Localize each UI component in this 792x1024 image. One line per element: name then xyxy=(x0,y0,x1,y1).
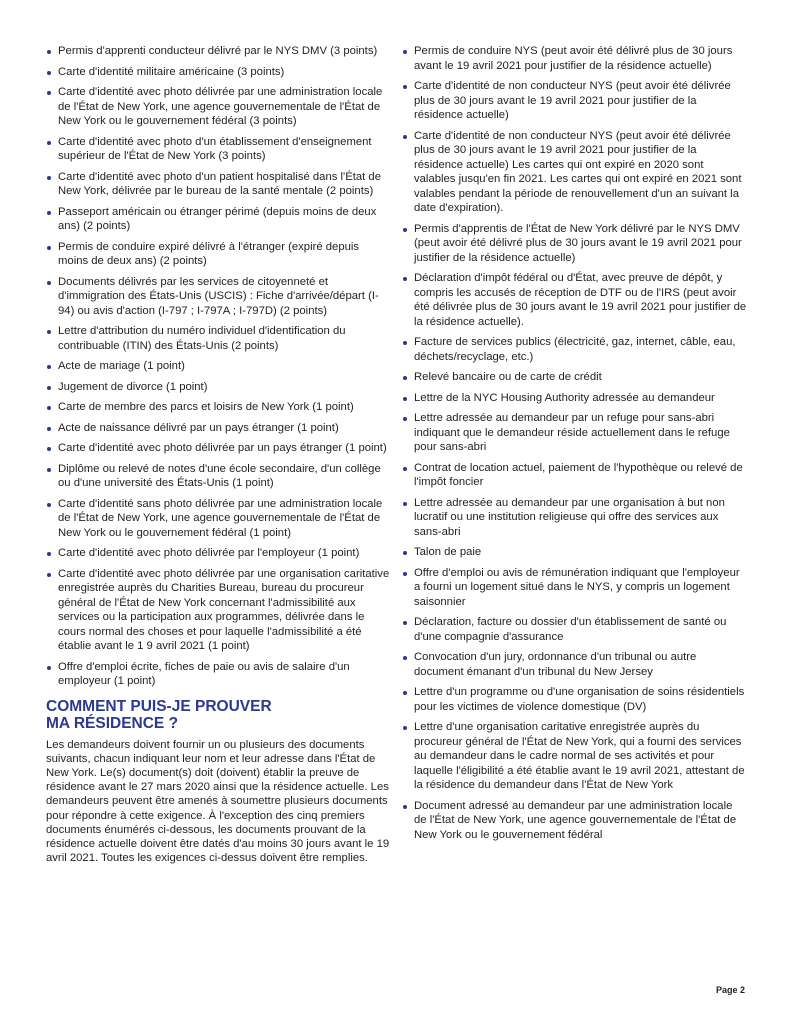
list-item: Convocation d'un jury, ordonnance d'un tribunal ou autre document émanant d'un tribunal du New Jersey xyxy=(402,650,748,679)
list-item: Diplôme ou relevé de notes d'une école secondaire, d'un collège ou d'une université des États-Unis (1 point) xyxy=(46,462,392,491)
list-item: Carte d'identité avec photo délivrée par un pays étranger (1 point) xyxy=(46,441,392,456)
list-item: Document adressé au demandeur par une administration locale de l'État de New York, une agence gouvernementale de l'État de New York ou le gouvernement fédéral xyxy=(402,799,748,843)
list-item: Lettre d'attribution du numéro individuel d'identification du contribuable (ITIN) des États-Unis (2 points) xyxy=(46,324,392,353)
list-item: Facture de services publics (électricité, gaz, internet, câble, eau, déchets/recyclage, etc.) xyxy=(402,335,748,364)
list-item: Lettre adressée au demandeur par une organisation à but non lucratif ou une institution religieuse qui offre des services aux sans-abri xyxy=(402,496,748,540)
list-item: Permis d'apprenti conducteur délivré par le NYS DMV (3 points) xyxy=(46,44,392,59)
residence-section-heading xyxy=(46,698,392,732)
page-number: Page 2 xyxy=(715,985,745,995)
list-item: Passeport américain ou étranger périmé (depuis moins de deux ans) (2 points) xyxy=(46,205,392,234)
heading-line: MA RÉSIDENCE ? xyxy=(46,714,179,732)
id-documents-list xyxy=(46,44,392,689)
list-item: Carte d'identité avec photo délivrée par une administration locale de l'État de New York, une agence gouvernementale de l'État de New York ou le gouvernement fédéral (3 points) xyxy=(46,85,392,129)
list-item: Carte d'identité avec photo délivrée par une organisation caritative enregistrée auprès du Charities Bureau, bureau du procureur général de l'État de New York concernant l'admissibilité aux services ou la participation aux programmes, délivrée dans le cours normal des choses et pour laquelle l'admissibilité a été établie avant le 1 9 avril 2021 (1 point) xyxy=(46,567,392,654)
list-item: Déclaration, facture ou dossier d'un établissement de santé ou d'une compagnie d'assurance xyxy=(402,615,748,644)
list-item: Carte d'identité avec photo d'un établissement d'enseignement supérieur de l'État de New York (3 points) xyxy=(46,135,392,164)
list-item: Documents délivrés par les services de citoyenneté et d'immigration des États-Unis (USCIS) : Fiche d'arrivée/départ (I-94) ou avis d'action (I-797 ; I-797A ; I-797D) (2 points) xyxy=(46,275,392,319)
list-item: Contrat de location actuel, paiement de l'hypothèque ou relevé de l'impôt foncier xyxy=(402,461,748,490)
list-item: Carte de membre des parcs et loisirs de New York (1 point) xyxy=(46,400,392,415)
list-item: Lettre d'un programme ou d'une organisation de soins résidentiels pour les victimes de violence domestique (DV) xyxy=(402,685,748,714)
list-item: Offre d'emploi ou avis de rémunération indiquant que l'employeur a fourni un logement situé dans le NYS, y compris un logement saisonnier xyxy=(402,566,748,610)
list-item: Permis de conduire expiré délivré à l'étranger (expiré depuis moins de deux ans) (2 points) xyxy=(46,240,392,269)
list-item: Acte de naissance délivré par un pays étranger (1 point) xyxy=(46,421,392,436)
list-item: Jugement de divorce (1 point) xyxy=(46,380,392,395)
list-item: Offre d'emploi écrite, fiches de paie ou avis de salaire d'un employeur (1 point) xyxy=(46,660,392,689)
list-item: Relevé bancaire ou de carte de crédit xyxy=(402,370,748,385)
right-column xyxy=(402,44,748,848)
list-item: Déclaration d'impôt fédéral ou d'État, avec preuve de dépôt, y compris les accusés de réception de DTF ou de l'IRS (peut avoir été délivrée plus de 30 jours avant le 19 avril 2021 pour justifier de la résidence actuelle). xyxy=(402,271,748,329)
list-item: Lettre de la NYC Housing Authority adressée au demandeur xyxy=(402,391,748,406)
residence-instructions-paragraph: Les demandeurs doivent fournir un ou plusieurs des documents suivants, chacun indiquant leur nom et leur adresse dans l'État de New York. Le(s) document(s) doit (doivent) établir la preuve de résidence avant le 27 mars 2020 ainsi que la résidence actuelle. Les demandeurs peuvent être amenés à soumettre plusieurs documents pour répondre à cette exigence. À l'exception des cinq premiers documents énumérés ci-dessous, les documents prouvant de la résidence actuelle doivent être datés d'au moins 30 jours avant le 19 avril 2021. Toutes les exigences ci-dessus doivent être remplies. xyxy=(46,738,390,865)
list-item: Permis d'apprentis de l'État de New York délivré par le NYS DMV (peut avoir été délivré plus de 30 jours avant le 19 avril 2021 pour justifier de la résidence actuelle) xyxy=(402,222,748,266)
heading-line: COMMENT PUIS-JE PROUVER xyxy=(46,697,272,715)
list-item: Lettre adressée au demandeur par un refuge pour sans-abri indiquant que le demandeur réside actuellement dans le refuge pour sans-abri xyxy=(402,411,748,455)
residence-documents-list xyxy=(402,44,748,842)
list-item: Permis de conduire NYS (peut avoir été délivré plus de 30 jours avant le 19 avril 2021 pour justifier de la résidence actuelle) xyxy=(402,44,748,73)
list-item: Carte d'identité de non conducteur NYS (peut avoir été délivrée plus de 30 jours avant le 19 avril 2021 pour justifier de la résidence actuelle) xyxy=(402,79,748,123)
list-item: Carte d'identité de non conducteur NYS (peut avoir été délivrée plus de 30 jours avant le 19 avril 2021 pour justifier de la résidence actuelle) Les cartes qui ont expiré en 2020 sont valables jusqu'en fin 2021. Les cartes qui ont expiré en 2021 sont valables pendant la période de renouvellement d'un an suivant la date d'expiration). xyxy=(402,129,748,216)
list-item: Lettre d'une organisation caritative enregistrée auprès du procureur général de l'État de New York, qui a fourni des services au demandeur dans le cadre normal de ses activités et pour laquelle l'éligibilité a été établie avant le 19 avril 2021, attestant de la résidence du demandeur dans l'État de New York xyxy=(402,720,748,793)
list-item: Carte d'identité sans photo délivrée par une administration locale de l'État de New York, une agence gouvernementale de l'État de New York ou le gouvernement fédéral (1 point) xyxy=(46,497,392,541)
list-item: Carte d'identité militaire américaine (3 points) xyxy=(46,65,392,80)
left-column xyxy=(46,44,392,865)
list-item: Carte d'identité avec photo délivrée par l'employeur (1 point) xyxy=(46,546,392,561)
list-item: Talon de paie xyxy=(402,545,748,560)
list-item: Carte d'identité avec photo d'un patient hospitalisé dans l'État de New York, délivrée par le bureau de la santé mentale (2 points) xyxy=(46,170,392,199)
list-item: Acte de mariage (1 point) xyxy=(46,359,392,374)
